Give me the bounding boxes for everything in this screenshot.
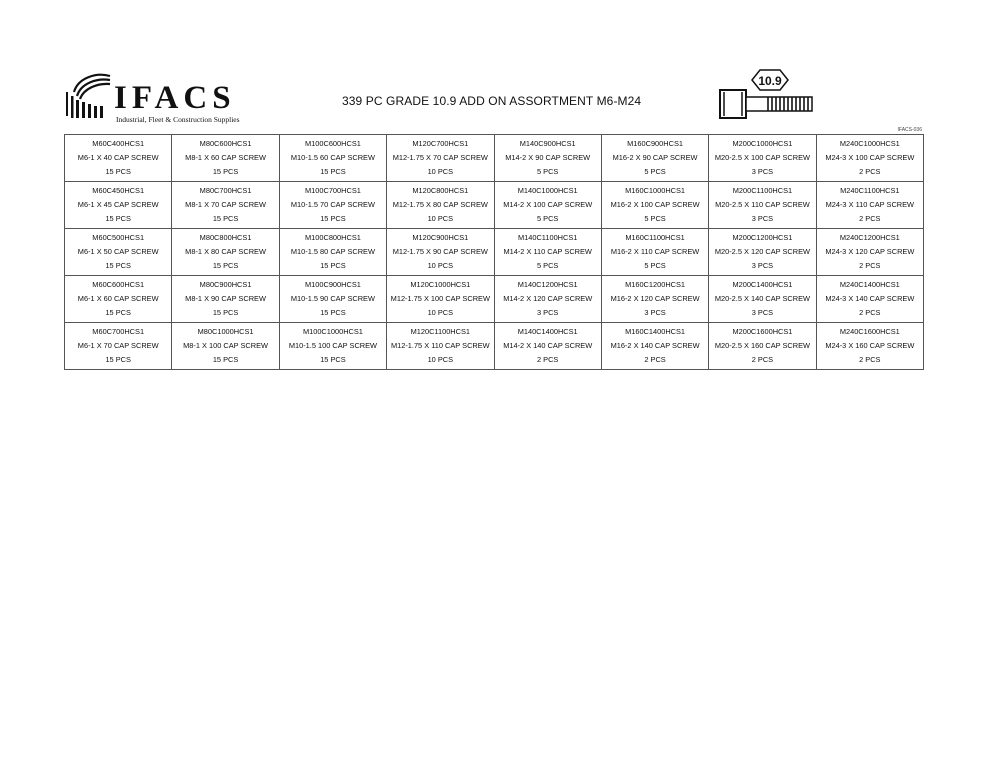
part-description: M14-2 X 110 CAP SCREW bbox=[503, 247, 592, 256]
part-quantity: 3 PCS bbox=[751, 214, 774, 223]
part-cell-content bbox=[709, 230, 815, 274]
part-cell bbox=[172, 276, 279, 323]
part-cell-content bbox=[602, 324, 708, 368]
part-number: M80C1000HCS1 bbox=[197, 327, 254, 336]
table-row bbox=[65, 229, 924, 276]
part-quantity: 15 PCS bbox=[105, 167, 131, 176]
part-cell-content bbox=[172, 230, 278, 274]
part-quantity: 5 PCS bbox=[644, 214, 666, 223]
part-number: M60C450HCS1 bbox=[92, 186, 145, 195]
part-number: M100C700HCS1 bbox=[305, 186, 361, 195]
part-cell bbox=[65, 182, 172, 229]
part-cell-content bbox=[709, 277, 815, 321]
part-number: M200C1400HCS1 bbox=[732, 280, 793, 289]
part-cell-content bbox=[387, 183, 493, 227]
part-quantity: 3 PCS bbox=[751, 167, 774, 176]
part-quantity: 15 PCS bbox=[320, 214, 346, 223]
part-cell bbox=[816, 182, 923, 229]
part-number: M160C1000HCS1 bbox=[625, 186, 686, 195]
part-cell-content bbox=[709, 183, 815, 227]
part-quantity: 2 PCS bbox=[537, 355, 559, 364]
part-quantity: 2 PCS bbox=[751, 355, 774, 364]
part-quantity: 15 PCS bbox=[212, 355, 239, 364]
part-description: M10-1.5 60 CAP SCREW bbox=[290, 153, 375, 162]
part-cell bbox=[279, 323, 386, 370]
part-description: M12-1.75 X 100 CAP SCREW bbox=[390, 294, 490, 303]
part-quantity: 3 PCS bbox=[751, 261, 774, 270]
part-number: M120C800HCS1 bbox=[412, 186, 469, 195]
parts-grid-body bbox=[65, 135, 924, 370]
part-description: M6-1 X 45 CAP SCREW bbox=[77, 200, 159, 209]
part-description: M8-1 X 70 CAP SCREW bbox=[185, 200, 266, 209]
part-quantity: 15 PCS bbox=[105, 355, 131, 364]
part-cell bbox=[601, 323, 708, 370]
part-number: M240C1200HCS1 bbox=[839, 233, 900, 242]
part-number: M200C1600HCS1 bbox=[732, 327, 793, 336]
part-description: M20-2.5 X 160 CAP SCREW bbox=[714, 341, 811, 350]
part-cell bbox=[279, 135, 386, 182]
part-number: M100C900HCS1 bbox=[305, 280, 361, 289]
part-cell-content bbox=[495, 230, 601, 274]
part-description: M6-1 X 50 CAP SCREW bbox=[77, 247, 159, 256]
part-number: M200C1100HCS1 bbox=[732, 186, 793, 195]
part-number: M80C800HCS1 bbox=[199, 233, 252, 242]
part-cell bbox=[816, 229, 923, 276]
part-description: M20-2.5 X 100 CAP SCREW bbox=[714, 153, 811, 162]
part-number: M80C700HCS1 bbox=[199, 186, 252, 195]
part-cell-content bbox=[387, 230, 493, 274]
part-cell-content bbox=[280, 230, 386, 274]
part-cell-content bbox=[495, 183, 601, 227]
part-quantity: 2 PCS bbox=[859, 355, 881, 364]
part-description: M16-2 X 100 CAP SCREW bbox=[610, 200, 700, 209]
brand-name: IFACS bbox=[114, 80, 236, 116]
part-cell-content bbox=[709, 324, 815, 368]
part-number: M200C1000HCS1 bbox=[732, 139, 793, 148]
part-cell bbox=[172, 323, 279, 370]
part-quantity: 15 PCS bbox=[212, 167, 239, 176]
part-cell bbox=[172, 135, 279, 182]
part-cell-content bbox=[387, 324, 493, 368]
part-cell bbox=[601, 135, 708, 182]
part-cell-content bbox=[817, 277, 923, 321]
part-cell-content bbox=[602, 183, 708, 227]
part-quantity: 15 PCS bbox=[320, 261, 346, 270]
part-number: M240C1000HCS1 bbox=[839, 139, 900, 148]
part-description: M10-1.5 90 CAP SCREW bbox=[290, 294, 375, 303]
part-cell bbox=[601, 276, 708, 323]
part-description: M14-2 X 140 CAP SCREW bbox=[503, 341, 593, 350]
part-cell bbox=[816, 135, 923, 182]
part-cell bbox=[494, 182, 601, 229]
part-number: M120C900HCS1 bbox=[412, 233, 469, 242]
part-number: M80C600HCS1 bbox=[199, 139, 252, 148]
part-cell-content bbox=[65, 183, 171, 227]
part-cell-content bbox=[817, 230, 923, 274]
part-description: M24-3 X 140 CAP SCREW bbox=[825, 294, 915, 303]
part-cell-content bbox=[65, 230, 171, 274]
part-quantity: 3 PCS bbox=[751, 308, 774, 317]
part-description: M6-1 X 40 CAP SCREW bbox=[77, 153, 159, 162]
part-cell bbox=[65, 276, 172, 323]
part-quantity: 15 PCS bbox=[105, 308, 131, 317]
part-description: M12-1.75 X 110 CAP SCREW bbox=[390, 341, 490, 350]
table-row bbox=[65, 276, 924, 323]
part-description: M8-1 X 100 CAP SCREW bbox=[183, 341, 268, 350]
part-number: M120C1000HCS1 bbox=[410, 280, 471, 289]
part-description: M24-3 X 100 CAP SCREW bbox=[825, 153, 915, 162]
part-description: M20-2.5 X 140 CAP SCREW bbox=[714, 294, 811, 303]
part-cell-content bbox=[172, 277, 278, 321]
part-quantity: 5 PCS bbox=[644, 261, 666, 270]
part-cell bbox=[387, 182, 494, 229]
part-quantity: 10 PCS bbox=[427, 214, 454, 223]
part-number: M60C700HCS1 bbox=[92, 327, 145, 336]
part-cell bbox=[387, 229, 494, 276]
part-cell bbox=[494, 276, 601, 323]
part-cell-content bbox=[709, 136, 815, 180]
part-quantity: 3 PCS bbox=[537, 308, 559, 317]
part-cell-content bbox=[495, 136, 601, 180]
part-cell-content bbox=[172, 136, 278, 180]
part-cell-content bbox=[602, 277, 708, 321]
part-description: M16-2 X 120 CAP SCREW bbox=[610, 294, 700, 303]
part-description: M16-2 X 90 CAP SCREW bbox=[612, 153, 698, 162]
part-number: M160C1400HCS1 bbox=[625, 327, 686, 336]
part-cell bbox=[709, 276, 816, 323]
part-quantity: 2 PCS bbox=[859, 261, 881, 270]
part-description: M12-1.75 X 70 CAP SCREW bbox=[392, 153, 488, 162]
part-cell bbox=[172, 229, 279, 276]
part-quantity: 15 PCS bbox=[212, 308, 239, 317]
table-row bbox=[65, 135, 924, 182]
part-number: M240C1400HCS1 bbox=[839, 280, 900, 289]
part-number: M200C1200HCS1 bbox=[732, 233, 793, 242]
part-cell bbox=[387, 135, 494, 182]
part-number: M160C1100HCS1 bbox=[625, 233, 685, 242]
parts-grid bbox=[64, 134, 924, 370]
brand-tagline: Industrial, Fleet & Construction Supplies bbox=[116, 115, 240, 124]
part-cell bbox=[816, 323, 923, 370]
part-cell bbox=[279, 276, 386, 323]
part-quantity: 2 PCS bbox=[644, 355, 666, 364]
part-cell-content bbox=[65, 277, 171, 321]
part-cell bbox=[494, 229, 601, 276]
part-number: M140C900HCS1 bbox=[519, 139, 576, 148]
part-number: M100C600HCS1 bbox=[305, 139, 361, 148]
part-quantity: 10 PCS bbox=[427, 355, 454, 364]
part-quantity: 10 PCS bbox=[427, 261, 454, 270]
part-quantity: 5 PCS bbox=[537, 214, 559, 223]
part-quantity: 15 PCS bbox=[212, 261, 239, 270]
part-cell-content bbox=[172, 183, 278, 227]
part-description: M8-1 X 60 CAP SCREW bbox=[185, 153, 266, 162]
part-number: M120C700HCS1 bbox=[412, 139, 469, 148]
part-description: M10-1.5 80 CAP SCREW bbox=[290, 247, 375, 256]
part-number: M140C1000HCS1 bbox=[517, 186, 578, 195]
part-quantity: 5 PCS bbox=[644, 167, 666, 176]
part-cell bbox=[65, 135, 172, 182]
part-cell-content bbox=[65, 324, 171, 368]
part-number: M160C900HCS1 bbox=[627, 139, 683, 148]
part-cell-content bbox=[495, 324, 601, 368]
part-description: M12-1.75 X 80 CAP SCREW bbox=[392, 200, 488, 209]
part-quantity: 3 PCS bbox=[644, 308, 666, 317]
part-description: M24-3 X 120 CAP SCREW bbox=[825, 247, 915, 256]
part-cell bbox=[816, 276, 923, 323]
table-row bbox=[65, 323, 924, 370]
part-number: M100C800HCS1 bbox=[305, 233, 361, 242]
part-cell bbox=[601, 229, 708, 276]
table-row bbox=[65, 182, 924, 229]
part-number: M240C1600HCS1 bbox=[839, 327, 900, 336]
part-quantity: 15 PCS bbox=[320, 167, 346, 176]
part-quantity: 15 PCS bbox=[105, 214, 131, 223]
part-number: M160C1200HCS1 bbox=[625, 280, 686, 289]
part-cell-content bbox=[602, 136, 708, 180]
part-cell bbox=[65, 323, 172, 370]
part-quantity: 2 PCS bbox=[859, 214, 881, 223]
part-description: M16-2 X 110 CAP SCREW bbox=[610, 247, 700, 256]
part-quantity: 15 PCS bbox=[212, 214, 239, 223]
part-quantity: 15 PCS bbox=[320, 308, 346, 317]
ifacs-logo bbox=[64, 66, 239, 126]
part-cell-content bbox=[817, 324, 923, 368]
part-description: M24-3 X 160 CAP SCREW bbox=[825, 341, 915, 350]
part-cell-content bbox=[495, 277, 601, 321]
part-cell-content bbox=[280, 183, 386, 227]
part-cell bbox=[601, 182, 708, 229]
part-quantity: 5 PCS bbox=[537, 261, 559, 270]
part-cell bbox=[494, 323, 601, 370]
part-cell-content bbox=[280, 324, 386, 368]
part-cell bbox=[279, 182, 386, 229]
part-cell bbox=[279, 229, 386, 276]
cap-screw-icon bbox=[716, 66, 816, 122]
document-code: IFACS-036 bbox=[897, 127, 922, 133]
part-description: M12-1.75 X 90 CAP SCREW bbox=[392, 247, 488, 256]
part-description: M8-1 X 90 CAP SCREW bbox=[185, 294, 266, 303]
grade-mark-label: 10.9 bbox=[758, 74, 782, 88]
part-cell bbox=[65, 229, 172, 276]
part-quantity: 10 PCS bbox=[427, 308, 454, 317]
part-quantity: 15 PCS bbox=[105, 261, 131, 270]
part-cell-content bbox=[172, 324, 278, 368]
part-cell-content bbox=[65, 136, 171, 180]
part-description: M14-2 X 90 CAP SCREW bbox=[505, 153, 591, 162]
part-cell-content bbox=[817, 136, 923, 180]
part-cell-content bbox=[280, 136, 386, 180]
part-description: M14-2 X 100 CAP SCREW bbox=[503, 200, 593, 209]
part-cell bbox=[709, 229, 816, 276]
part-number: M140C1200HCS1 bbox=[517, 280, 578, 289]
part-description: M6-1 X 70 CAP SCREW bbox=[77, 341, 159, 350]
part-number: M60C400HCS1 bbox=[92, 139, 145, 148]
part-number: M60C500HCS1 bbox=[92, 233, 145, 242]
part-cell bbox=[709, 182, 816, 229]
part-description: M16-2 X 140 CAP SCREW bbox=[610, 341, 700, 350]
part-cell-content bbox=[817, 183, 923, 227]
part-cell bbox=[709, 135, 816, 182]
part-number: M120C1100HCS1 bbox=[410, 327, 471, 336]
part-quantity: 15 PCS bbox=[320, 355, 346, 364]
part-description: M20-2.5 X 110 CAP SCREW bbox=[715, 200, 810, 209]
part-description: M10-1.5 70 CAP SCREW bbox=[290, 200, 375, 209]
part-description: M10-1.5 100 CAP SCREW bbox=[288, 341, 378, 350]
part-description: M24-3 X 110 CAP SCREW bbox=[825, 200, 915, 209]
part-number: M60C600HCS1 bbox=[92, 280, 145, 289]
part-cell bbox=[387, 276, 494, 323]
part-number: M80C900HCS1 bbox=[199, 280, 252, 289]
part-quantity: 2 PCS bbox=[859, 308, 881, 317]
part-quantity: 10 PCS bbox=[427, 167, 454, 176]
part-quantity: 2 PCS bbox=[859, 167, 881, 176]
part-number: M140C1400HCS1 bbox=[517, 327, 578, 336]
part-cell bbox=[387, 323, 494, 370]
part-description: M8-1 X 80 CAP SCREW bbox=[185, 247, 266, 256]
part-cell-content bbox=[387, 136, 493, 180]
part-number: M140C1100HCS1 bbox=[517, 233, 578, 242]
part-cell bbox=[709, 323, 816, 370]
part-number: M240C1100HCS1 bbox=[840, 186, 900, 195]
part-description: M14-2 X 120 CAP SCREW bbox=[503, 294, 593, 303]
part-description: M20-2.5 X 120 CAP SCREW bbox=[714, 247, 811, 256]
part-cell bbox=[494, 135, 601, 182]
part-cell-content bbox=[387, 277, 493, 321]
part-cell bbox=[172, 182, 279, 229]
page-title: 339 PC GRADE 10.9 ADD ON ASSORTMENT M6-M24 bbox=[342, 94, 642, 108]
part-cell-content bbox=[280, 277, 386, 321]
part-number: M100C1000HCS1 bbox=[302, 327, 363, 336]
part-cell-content bbox=[602, 230, 708, 274]
part-description: M6-1 X 60 CAP SCREW bbox=[77, 294, 159, 303]
part-quantity: 5 PCS bbox=[537, 167, 559, 176]
